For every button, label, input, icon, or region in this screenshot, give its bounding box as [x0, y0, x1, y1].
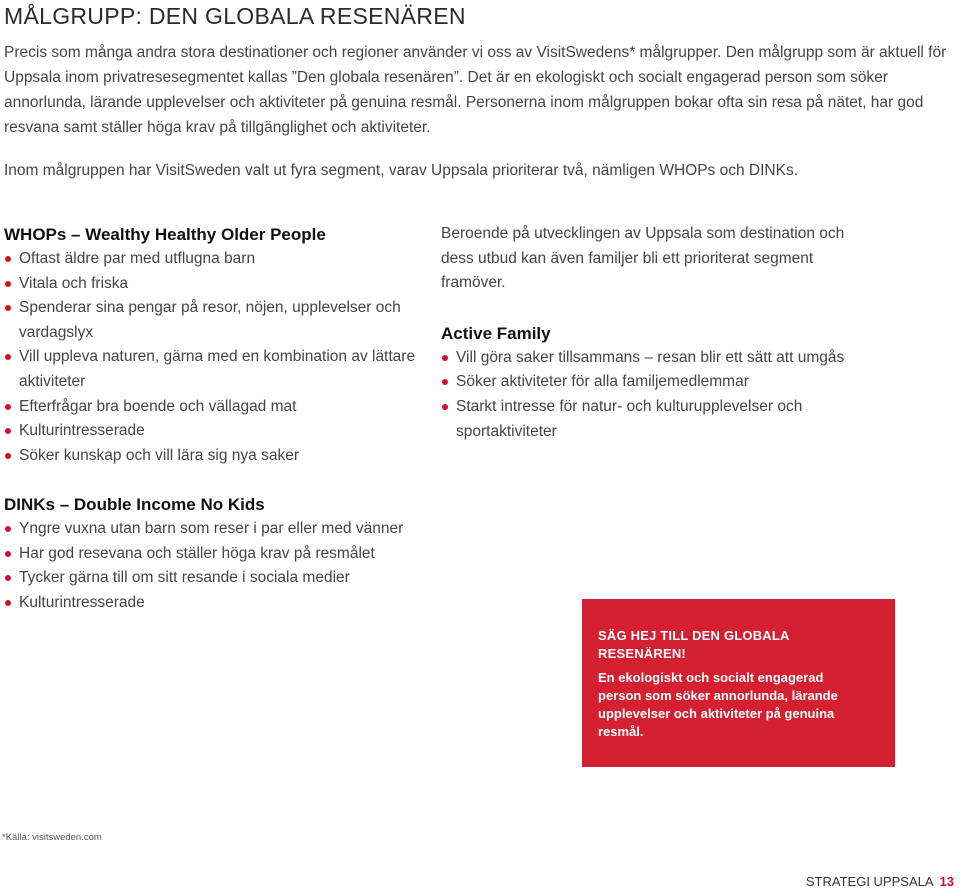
- list-item-text: Kulturintresserade: [19, 593, 145, 611]
- list-item: [4, 272, 424, 297]
- bullet-icon: [5, 305, 11, 311]
- list-item-text: Söker aktiviteter för alla familjemedlemmar: [456, 373, 749, 391]
- list-item: [4, 247, 424, 272]
- page-number: 13: [939, 874, 954, 889]
- list-item-text: Spenderar sina pengar på resor, nöjen, upplevelser och vardagslyx: [19, 299, 401, 341]
- dinks-section: [4, 492, 444, 615]
- page-footer: [806, 874, 954, 889]
- list-item-text: Oftast äldre par med utflugna barn: [19, 250, 256, 267]
- bullet-icon: [5, 281, 11, 287]
- list-item-text: Vill göra saker tillsammans – resan blir ett sätt att umgås: [456, 348, 845, 366]
- list-item-text: Vill uppleva naturen, gärna med en kombination av lättare aktiviteter: [19, 348, 416, 390]
- family-paragraph: Beroende på utvecklingen av Uppsala som destination och dess utbud kan även familjer bli ett prioriterat segment framöver.: [441, 225, 845, 292]
- dinks-heading: DINKs – Double Income No Kids: [4, 495, 265, 514]
- list-item: [4, 542, 444, 567]
- callout-box: [582, 599, 895, 767]
- list-item: [441, 370, 881, 395]
- list-item: [4, 517, 444, 542]
- bullet-icon: [442, 355, 448, 361]
- list-item: [4, 591, 444, 616]
- list-item: [4, 419, 424, 444]
- list-item-text: Har god resevana och ställer höga krav på resmålet: [19, 544, 375, 562]
- list-item-text: Tycker gärna till om sitt resande i sociala medier: [19, 569, 350, 587]
- bullet-icon: [5, 575, 11, 581]
- list-item: [4, 345, 424, 394]
- list-item-text: Efterfrågar bra boende och vällagad mat: [19, 397, 297, 415]
- whops-heading: WHOPs – Wealthy Healthy Older People: [4, 225, 326, 244]
- callout-title: SÄG HEJ TILL DEN GLOBALA RESENÄREN!: [598, 628, 790, 661]
- dinks-list: [4, 517, 444, 615]
- whops-section: [4, 222, 424, 468]
- list-item: [4, 444, 424, 469]
- bullet-icon: [5, 526, 11, 532]
- right-column: [441, 222, 881, 444]
- page-title: MÅLGRUPP: DEN GLOBALA RESENÄREN: [4, 3, 466, 29]
- bullet-icon: [5, 453, 11, 459]
- whops-list: [4, 247, 424, 468]
- bullet-icon: [5, 600, 11, 606]
- list-item: [441, 395, 881, 444]
- intro-section: [4, 40, 954, 201]
- list-item-text: Söker kunskap och vill lära sig nya saker: [19, 446, 299, 464]
- list-item-text: Starkt intresse för natur- och kulturupplevelser och sportaktiviteter: [456, 397, 803, 440]
- list-item-text: Kulturintresserade: [19, 422, 145, 440]
- bullet-icon: [442, 404, 448, 410]
- intro-paragraph-2: Inom målgruppen har VisitSweden valt ut fyra segment, varav Uppsala prioriterar två, nämligen WHOPs och DINKs.: [4, 162, 798, 179]
- footnote: *Källa: visitsweden.com: [2, 832, 102, 843]
- bullet-icon: [5, 551, 11, 557]
- intro-paragraph-1: Precis som många andra stora destinationer och regioner använder vi oss av VisitSwedens* målgrupper. Den målgrupp som är aktuell för Uppsala inom privatresesegmentet kallas ”Den globala resenären”. Det är en ekologiskt och socialt engagerad person som söker annorlunda, lärande upplevelser och aktiviteter på genuina resmål. Personerna inom målgruppen bokar ofta sin resa på nätet, har god resvana samt ställer höga krav på tillgänglighet och aktiviteter.: [4, 44, 947, 136]
- bullet-icon: [5, 256, 11, 262]
- bullet-icon: [5, 428, 11, 434]
- active-family-heading: Active Family: [441, 323, 551, 343]
- bullet-icon: [442, 379, 448, 385]
- list-item: [4, 566, 444, 591]
- callout-text: En ekologiskt och socialt engagerad person som söker annorlunda, lärande upplevelser och aktiviteter på genuina resmål.: [598, 670, 838, 739]
- list-item-text: Yngre vuxna utan barn som reser i par eller med vänner: [19, 520, 404, 537]
- list-item-text: Vitala och friska: [19, 274, 129, 292]
- active-family-list: [441, 346, 881, 444]
- footer-label: STRATEGI UPPSALA: [805, 874, 934, 889]
- list-item: [4, 296, 424, 345]
- list-item: [441, 346, 881, 371]
- bullet-icon: [5, 354, 11, 360]
- bullet-icon: [5, 404, 11, 410]
- list-item: [4, 395, 424, 420]
